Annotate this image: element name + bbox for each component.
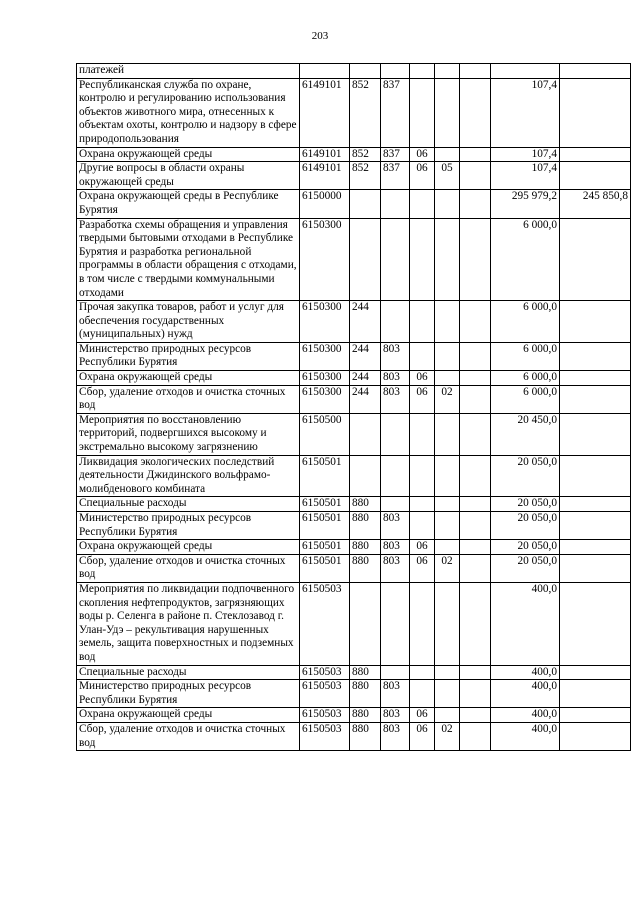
row-rz-cell [410,342,435,370]
row-sum1-cell: 20 050,0 [491,554,560,582]
row-vr-cell: 880 [350,722,381,750]
row-sum2-cell [560,301,631,343]
row-vr-cell: 880 [350,680,381,708]
row-gr-cell: 837 [381,78,410,147]
row-pr-cell [435,64,460,79]
table-row [77,190,631,218]
row-sum1-cell: 400,0 [491,665,560,680]
row-code-cell: 6150503 [300,680,350,708]
row-extra-cell [460,582,491,665]
row-name-cell: платежей [77,64,300,79]
row-name-cell: Охрана окружающей среды в Республике Бурятия [77,190,300,218]
row-sum1-cell: 20 050,0 [491,512,560,540]
row-sum2-cell [560,78,631,147]
row-vr-cell: 244 [350,385,381,413]
table-row [77,147,631,162]
table-row [77,680,631,708]
row-name-cell: Сбор, удаление отходов и очистка сточных вод [77,554,300,582]
row-sum2-cell [560,371,631,386]
row-code-cell: 6150501 [300,554,350,582]
row-sum2-cell [560,722,631,750]
row-pr-cell [435,147,460,162]
row-sum2-cell [560,147,631,162]
row-extra-cell [460,722,491,750]
row-code-cell: 6150300 [300,301,350,343]
row-sum1-cell: 6 000,0 [491,218,560,301]
row-sum1-cell: 400,0 [491,708,560,723]
row-pr-cell [435,190,460,218]
row-extra-cell [460,665,491,680]
row-code-cell: 6149101 [300,162,350,190]
row-code-cell: 6150503 [300,582,350,665]
table-row [77,554,631,582]
table-row [77,218,631,301]
row-vr-cell [350,455,381,497]
row-extra-cell [460,455,491,497]
row-rz-cell [410,512,435,540]
table-row [77,78,631,147]
row-rz-cell: 06 [410,385,435,413]
row-pr-cell: 02 [435,554,460,582]
row-name-cell: Охрана окружающей среды [77,371,300,386]
row-pr-cell [435,512,460,540]
row-gr-cell [381,455,410,497]
row-name-cell: Министерство природных ресурсов Республики Бурятия [77,680,300,708]
row-extra-cell [460,540,491,555]
table-row [77,413,631,455]
row-extra-cell [460,218,491,301]
row-rz-cell: 06 [410,162,435,190]
row-sum1-cell: 400,0 [491,680,560,708]
row-rz-cell [410,218,435,301]
row-pr-cell [435,78,460,147]
table-row [77,371,631,386]
row-vr-cell [350,582,381,665]
row-gr-cell [381,497,410,512]
table-row [77,162,631,190]
row-pr-cell [435,497,460,512]
row-extra-cell [460,147,491,162]
row-pr-cell [435,371,460,386]
row-sum1-cell: 107,4 [491,78,560,147]
row-pr-cell [435,301,460,343]
row-rz-cell [410,64,435,79]
row-pr-cell [435,540,460,555]
row-name-cell: Охрана окружающей среды [77,147,300,162]
row-gr-cell: 803 [381,385,410,413]
table-row [77,540,631,555]
row-gr-cell: 837 [381,147,410,162]
row-code-cell: 6150503 [300,665,350,680]
row-pr-cell [435,342,460,370]
row-sum1-cell: 107,4 [491,147,560,162]
row-extra-cell [460,371,491,386]
row-sum1-cell: 6 000,0 [491,371,560,386]
row-name-cell: Охрана окружающей среды [77,540,300,555]
row-sum1-cell: 20 050,0 [491,455,560,497]
row-gr-cell [381,190,410,218]
row-pr-cell: 02 [435,385,460,413]
row-vr-cell: 852 [350,162,381,190]
row-sum2-cell [560,497,631,512]
row-rz-cell [410,301,435,343]
row-sum1-cell: 6 000,0 [491,301,560,343]
table-row [77,497,631,512]
row-sum2-cell [560,385,631,413]
row-gr-cell [381,665,410,680]
row-rz-cell [410,497,435,512]
row-gr-cell: 803 [381,540,410,555]
row-gr-cell [381,218,410,301]
row-rz-cell: 06 [410,722,435,750]
row-sum2-cell [560,413,631,455]
row-extra-cell [460,497,491,512]
budget-table-body [77,64,631,751]
row-code-cell: 6150503 [300,722,350,750]
row-pr-cell [435,413,460,455]
row-name-cell: Специальные расходы [77,665,300,680]
row-sum2-cell [560,455,631,497]
row-vr-cell [350,64,381,79]
row-extra-cell [460,554,491,582]
table-row [77,722,631,750]
row-vr-cell: 880 [350,540,381,555]
row-code-cell: 6150000 [300,190,350,218]
row-name-cell: Сбор, удаление отходов и очистка сточных вод [77,385,300,413]
row-rz-cell: 06 [410,540,435,555]
row-pr-cell [435,665,460,680]
row-rz-cell: 06 [410,147,435,162]
row-sum2-cell [560,64,631,79]
row-rz-cell [410,665,435,680]
row-code-cell: 6150300 [300,371,350,386]
row-name-cell: Другие вопросы в области охраны окружающей среды [77,162,300,190]
row-name-cell: Министерство природных ресурсов Республики Бурятия [77,342,300,370]
row-vr-cell: 244 [350,342,381,370]
row-extra-cell [460,162,491,190]
row-extra-cell [460,342,491,370]
row-code-cell: 6150503 [300,708,350,723]
row-vr-cell: 880 [350,497,381,512]
row-pr-cell [435,582,460,665]
row-name-cell: Охрана окружающей среды [77,708,300,723]
budget-table [76,63,631,751]
row-rz-cell [410,413,435,455]
row-vr-cell: 852 [350,147,381,162]
row-sum1-cell: 6 000,0 [491,342,560,370]
row-gr-cell: 803 [381,512,410,540]
row-sum2-cell [560,342,631,370]
table-row [77,455,631,497]
row-vr-cell [350,218,381,301]
row-sum1-cell [491,64,560,79]
row-code-cell: 6150501 [300,497,350,512]
row-name-cell: Ликвидация экологических последствий деятельности Джидинского вольфрамо-молибденового комбината [77,455,300,497]
row-vr-cell [350,413,381,455]
table-row [77,708,631,723]
row-vr-cell [350,190,381,218]
row-extra-cell [460,385,491,413]
row-sum2-cell [560,680,631,708]
row-rz-cell [410,455,435,497]
row-sum1-cell: 6 000,0 [491,385,560,413]
row-vr-cell: 880 [350,708,381,723]
table-row [77,665,631,680]
row-sum2-cell [560,540,631,555]
table-row [77,64,631,79]
row-rz-cell: 06 [410,371,435,386]
row-code-cell: 6150300 [300,218,350,301]
row-pr-cell [435,680,460,708]
row-sum2-cell [560,554,631,582]
row-name-cell: Министерство природных ресурсов Республики Бурятия [77,512,300,540]
row-sum1-cell: 295 979,2 [491,190,560,218]
row-extra-cell [460,64,491,79]
row-pr-cell [435,708,460,723]
row-rz-cell: 06 [410,708,435,723]
row-sum1-cell: 400,0 [491,722,560,750]
row-gr-cell [381,64,410,79]
row-sum2-cell: 245 850,8 [560,190,631,218]
row-code-cell: 6150300 [300,385,350,413]
table-row [77,385,631,413]
row-code-cell [300,64,350,79]
row-name-cell: Разработка схемы обращения и управления твердыми бытовыми отходами в Республике Бурятия и разработка региональной программы в области обращения с отходами, в том числе с твердыми коммунальными отходами [77,218,300,301]
table-row [77,342,631,370]
row-extra-cell [460,190,491,218]
row-gr-cell: 803 [381,554,410,582]
row-sum2-cell [560,512,631,540]
row-extra-cell [460,512,491,540]
row-name-cell: Сбор, удаление отходов и очистка сточных вод [77,722,300,750]
row-code-cell: 6150501 [300,540,350,555]
row-code-cell: 6149101 [300,78,350,147]
row-extra-cell [460,708,491,723]
table-row [77,582,631,665]
row-name-cell: Мероприятия по ликвидации подпочвенного скопления нефтепродуктов, загрязняющих воды р. Селенга в районе п. Стеклозавод г. Улан-Удэ – рекультивация нарушенных земель, защита поверхностных и подземных вод [77,582,300,665]
table-row [77,301,631,343]
row-sum2-cell [560,665,631,680]
row-gr-cell: 803 [381,342,410,370]
row-sum1-cell: 400,0 [491,582,560,665]
row-sum1-cell: 20 450,0 [491,413,560,455]
table-row [77,512,631,540]
row-sum2-cell [560,582,631,665]
row-name-cell: Республиканская служба по охране, контролю и регулированию использования объектов животного мира, отнесенных к объектам охоты, контролю и надзору в сфере природопользования [77,78,300,147]
row-vr-cell: 880 [350,512,381,540]
row-sum1-cell: 107,4 [491,162,560,190]
row-sum1-cell: 20 050,0 [491,497,560,512]
row-rz-cell [410,680,435,708]
row-rz-cell [410,582,435,665]
row-extra-cell [460,680,491,708]
row-name-cell: Прочая закупка товаров, работ и услуг для обеспечения государственных (муниципальных) нужд [77,301,300,343]
row-vr-cell: 880 [350,665,381,680]
row-vr-cell: 852 [350,78,381,147]
row-gr-cell: 803 [381,680,410,708]
row-code-cell: 6150500 [300,413,350,455]
row-extra-cell [460,78,491,147]
page-number: 203 [311,30,329,42]
row-extra-cell [460,413,491,455]
row-code-cell: 6150501 [300,455,350,497]
row-sum2-cell [560,218,631,301]
row-gr-cell [381,413,410,455]
row-vr-cell: 244 [350,301,381,343]
row-rz-cell: 06 [410,554,435,582]
row-pr-cell [435,455,460,497]
row-gr-cell: 803 [381,371,410,386]
row-name-cell: Специальные расходы [77,497,300,512]
row-gr-cell [381,582,410,665]
row-pr-cell: 02 [435,722,460,750]
row-gr-cell: 837 [381,162,410,190]
row-rz-cell [410,78,435,147]
row-code-cell: 6149101 [300,147,350,162]
row-gr-cell: 803 [381,708,410,723]
row-code-cell: 6150300 [300,342,350,370]
row-sum2-cell [560,162,631,190]
row-sum2-cell [560,708,631,723]
row-pr-cell [435,218,460,301]
row-vr-cell: 880 [350,554,381,582]
row-sum1-cell: 20 050,0 [491,540,560,555]
row-gr-cell [381,301,410,343]
row-vr-cell: 244 [350,371,381,386]
row-extra-cell [460,301,491,343]
row-gr-cell: 803 [381,722,410,750]
row-rz-cell [410,190,435,218]
row-name-cell: Мероприятия по восстановлению территорий, подвергшихся высокому и экстремально высокому загрязнению [77,413,300,455]
row-pr-cell: 05 [435,162,460,190]
row-code-cell: 6150501 [300,512,350,540]
